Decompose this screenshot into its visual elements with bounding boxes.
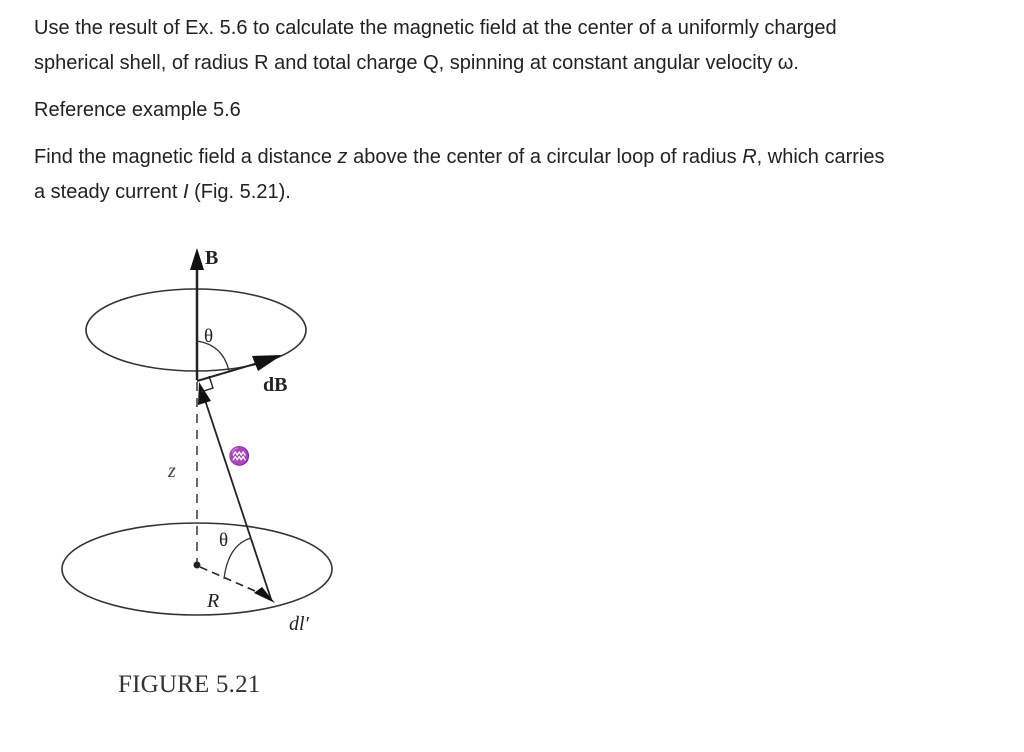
- label-z: z: [168, 460, 176, 482]
- dl-arrow-head: [254, 587, 275, 603]
- problem-line-2: spherical shell, of radius R and total charge Q, spinning at constant angular velocity ω.: [34, 52, 799, 74]
- label-db: dB: [263, 374, 288, 396]
- example-text-1: Find the magnetic field a distance: [34, 146, 338, 168]
- figure-caption: FIGURE 5.21: [118, 671, 261, 698]
- example-text-3: , which carries: [756, 146, 885, 168]
- example-text-5: (Fig. 5.21).: [188, 181, 291, 203]
- example-text-4: a steady current: [34, 181, 183, 203]
- reference-title: Reference example 5.6: [34, 99, 241, 121]
- loop-center-dot: [194, 562, 201, 569]
- db-arrow-head: [252, 355, 282, 371]
- current-loop-ellipse: [62, 523, 332, 615]
- label-theta-top: θ: [204, 326, 214, 347]
- label-theta-bottom: θ: [219, 530, 229, 551]
- label-dl: dl′: [289, 613, 309, 635]
- separation-vector-line: [205, 400, 271, 599]
- b-arrow-head: [190, 248, 204, 270]
- label-r: R: [207, 590, 220, 612]
- separation-vector-head: [198, 382, 211, 405]
- example-var-I: I: [182, 181, 189, 203]
- example-var-R: R: [742, 146, 757, 168]
- label-script-r: ♒: [228, 446, 251, 466]
- example-var-z: z: [337, 146, 348, 168]
- label-b: B: [205, 247, 219, 269]
- problem-line-1: Use the result of Ex. 5.6 to calculate the magnetic field at the center of a uniformly charged: [34, 17, 837, 39]
- example-text-2: above the center of a circular loop of radius: [347, 146, 743, 168]
